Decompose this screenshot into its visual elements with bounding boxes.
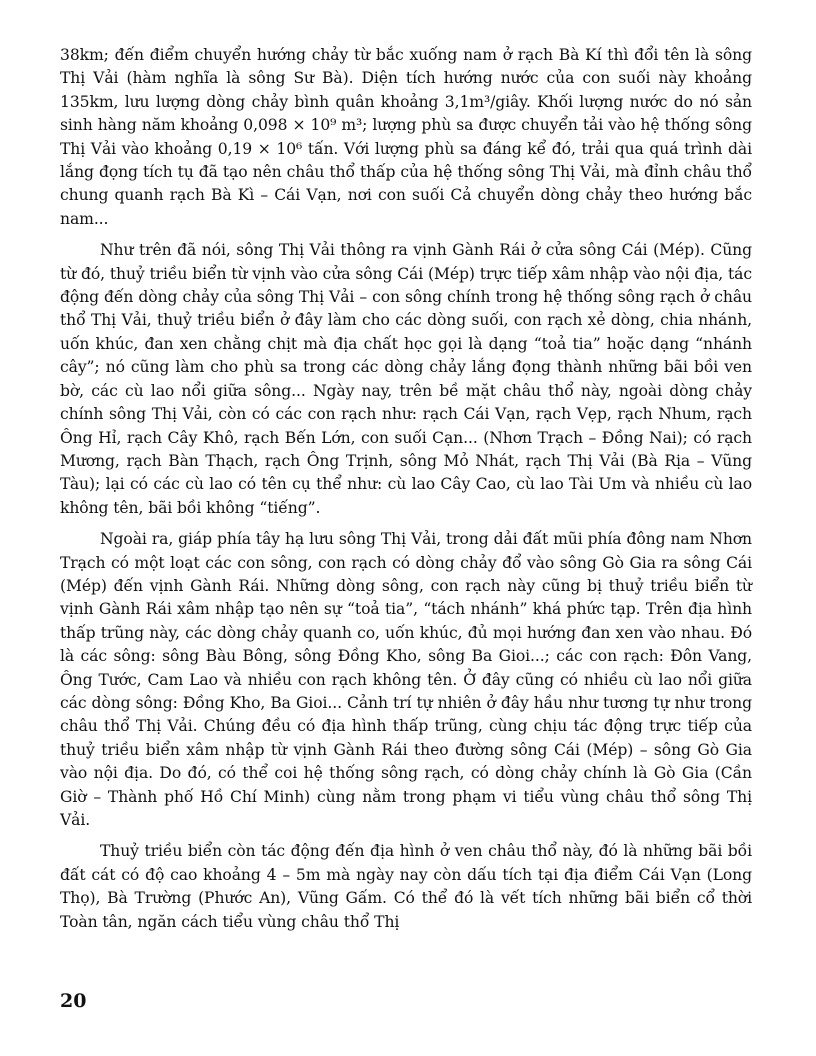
paragraph-3: Ngoài ra, giáp phía tây hạ lưu sông Thị Vải, trong dải đất mũi phía đông nam Nhơn Trạch có một loạt các con sông, con rạch có dòng chảy đổ vào sông Gò Gia ra sông Cái (Mép) đến vịnh Gành Rái. Những dòng sông, con rạch này cũng bị thuỷ triều biển từ vịnh Gành Rái xâm nhập tạo nên sự “toả tia”, “tách nhánh” khá phức tạp. Trên địa hình thấp trũng này, các dòng chảy quanh co, uốn khúc, đủ mọi hướng đan xen vào nhau. Đó là các sông: sông Bàu Bông, sông Đồng Kho, sông Ba Gioi...; các con rạch: Đôn Vang, Ông Tước, Cam Lao và nhiều con rạch không tên. Ở đây cũng có nhiều cù lao nổi giữa các dòng sông: Đồng Kho, Ba Gioi... Cảnh trí tự nhiên ở đây hầu như tương tự như trong châu thổ Thị Vải. Chúng đều có địa hình thấp trũng, cùng chịu tác động trực tiếp của thuỷ triều biển xâm nhập từ vịnh Gành Rái theo đường sông Cái (Mép) – sông Gò Gia vào nội địa. Do đó, có thể coi hệ thống sông rạch, có dòng chảy chính là Gò Gia (Cần Giờ – Thành phố Hồ Chí Minh) cùng nằm trong phạm vi tiểu vùng châu thổ sông Thị Vải.	[60, 530, 752, 829]
page-number: 20	[60, 990, 87, 1012]
document-page	[60, 44, 752, 942]
paragraph-2: Như trên đã nói, sông Thị Vải thông ra vịnh Gành Rái ở cửa sông Cái (Mép). Cũng từ đó, thuỷ triều biển từ vịnh vào cửa sông Cái (Mép) trực tiếp xâm nhập vào nội địa, tác động đến dòng chảy của sông Thị Vải – con sông chính trong hệ thống sông rạch ở châu thổ Thị Vải, thuỷ triều biển ở đây làm cho các dòng suối, con rạch xẻ dòng, chia nhánh, uốn khúc, đan xen chằng chịt mà địa chất học gọi là dạng “toả tia” hoặc dạng “nhánh cây”; nó cũng làm cho phù sa trong các dòng chảy lắng đọng thành những bãi bồi ven bờ, các cù lao nổi giữa sông... Ngày nay, trên bề mặt châu thổ này, ngoài dòng chảy chính sông Thị Vải, còn có các con rạch như: rạch Cái Vạn, rạch Vẹp, rạch Nhum, rạch Ông Hỉ, rạch Cây Khô, rạch Bến Lớn, con suối Cạn... (Nhơn Trạch – Đồng Nai); có rạch Mương, rạch Bàn Thạch, rạch Ông Trịnh, sông Mỏ Nhát, rạch Thị Vải (Bà Rịa – Vũng Tàu); lại có các cù lao có tên cụ thể như: cù lao Cây Cao, cù lao Tài Um và nhiều cù lao không tên, bãi bồi không “tiếng”.	[60, 241, 752, 517]
paragraph-1: 38km; đến điểm chuyển hướng chảy từ bắc xuống nam ở rạch Bà Kí thì đổi tên là sông Thị Vải (hàm nghĩa là sông Sư Bà). Diện tích hướng nước của con suối này khoảng 135km, lưu lượng dòng chảy bình quân khoảng 3,1m³/giây. Khối lượng nước do nó sản sinh hàng năm khoảng 0,098 × 10⁹ m³; lượng phù sa được chuyển tải vào hệ thống sông Thị Vải vào khoảng 0,19 × 10⁶ tấn. Với lượng phù sa đáng kể đó, trải qua quá trình dài lắng đọng tích tụ đã tạo nên châu thổ thấp của hệ thống sông Thị Vải, mà đỉnh châu thổ chung quanh rạch Bà Kì – Cái Vạn, nơi con suối Cả chuyển dòng chảy theo hướng bắc nam...	[60, 46, 752, 228]
paragraph-4: Thuỷ triều biển còn tác động đến địa hình ở ven châu thổ này, đó là những bãi bồi đất cát có độ cao khoảng 4 – 5m mà ngày nay còn dấu tích tại địa điểm Cái Vạn (Long Thọ), Bà Trường (Phước An), Vũng Gấm. Có thể đó là vết tích những bãi biển cổ thời Toàn tân, ngăn cách tiểu vùng châu thổ Thị	[60, 842, 752, 931]
